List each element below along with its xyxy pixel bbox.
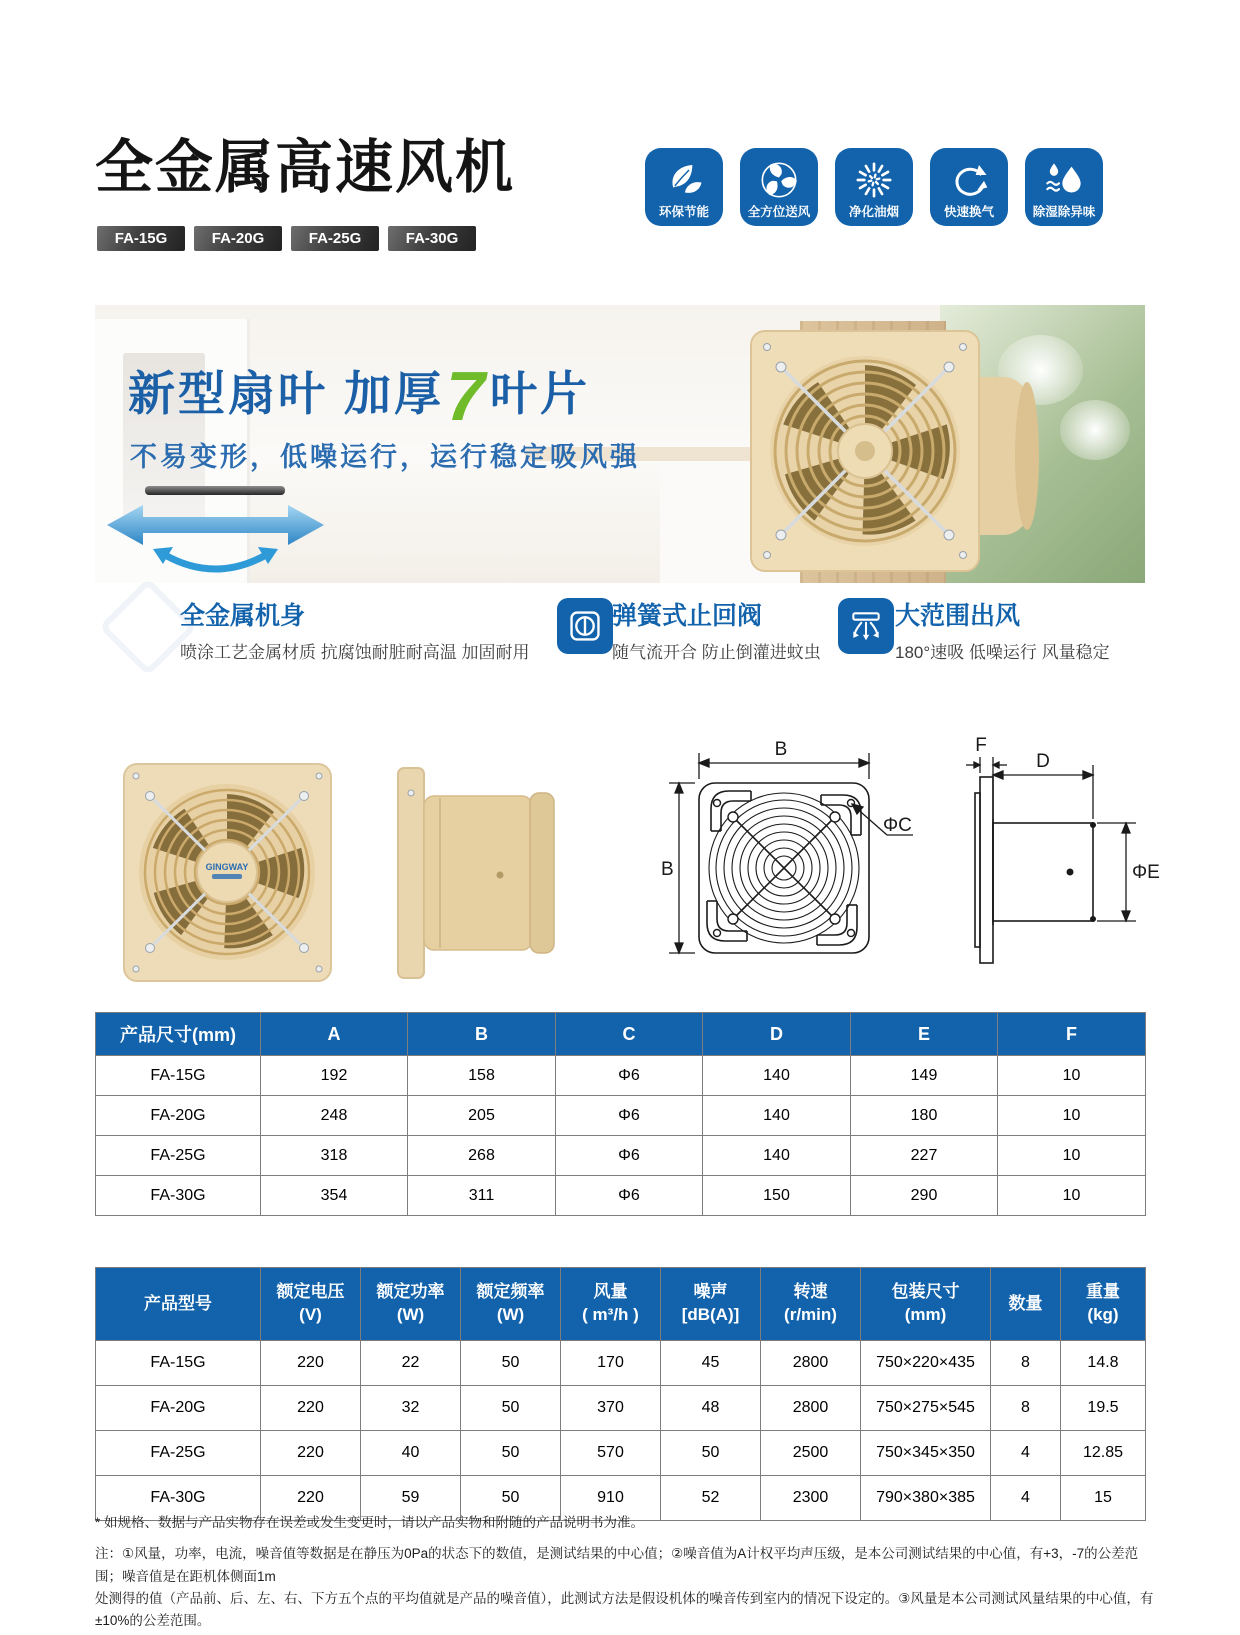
value-cell: 570 — [561, 1431, 661, 1476]
table-row — [96, 1431, 1146, 1476]
value-cell: 48 — [661, 1386, 761, 1431]
feature-check-valve — [612, 596, 821, 663]
hero-subheadline: 不易变形，低噪运行，运行稳定吸风强 — [130, 442, 640, 472]
value-cell: 750×275×545 — [861, 1386, 991, 1431]
value-cell: 149 — [851, 1056, 998, 1096]
column-header: C — [556, 1013, 703, 1056]
benefit-icon-row — [645, 148, 1103, 226]
model-badge: FA-25G — [291, 226, 379, 251]
value-cell: 220 — [261, 1476, 361, 1521]
hero-headline — [128, 357, 590, 436]
model-cell: FA-20G — [96, 1096, 261, 1136]
dim-label-f: F — [975, 735, 987, 756]
dim-label-phi-c: ΦC — [883, 815, 912, 836]
column-header: 包装尺寸 (mm) — [861, 1268, 991, 1341]
model-cell: FA-25G — [96, 1431, 261, 1476]
spec-table — [95, 1267, 1146, 1521]
footnote: * 如规格、数据与产品实物存在误差或发生变更时，请以产品实物和附随的产品说明书为准。 — [95, 1515, 645, 1530]
footnote: 处测得的值（产品前、后、左、右、下方五个点的平均值就是产品的噪音值），此测试方法是假设机体的噪音传到室内的情况下设定的。③风量是本公司测试风量结果的中心值，有±10%的公差范围。 — [95, 1590, 1154, 1629]
water-drops-icon — [1044, 154, 1084, 202]
value-cell: 750×345×350 — [861, 1431, 991, 1476]
table-row — [96, 1136, 1146, 1176]
front-dimension-diagram — [655, 735, 920, 995]
value-cell: 205 — [408, 1096, 556, 1136]
table-row — [96, 1176, 1146, 1216]
value-cell: 50 — [461, 1476, 561, 1521]
benefit-ventilate — [930, 148, 1008, 226]
leaf-icon — [664, 154, 704, 202]
value-cell: 220 — [261, 1431, 361, 1476]
table-row — [96, 1096, 1146, 1136]
benefit-label: 快速换气 — [943, 205, 994, 219]
value-cell: 140 — [703, 1096, 851, 1136]
column-header: 重量 (kg) — [1061, 1268, 1146, 1341]
value-cell: 8 — [991, 1341, 1061, 1386]
column-header: B — [408, 1013, 556, 1056]
value-cell: 32 — [361, 1386, 461, 1431]
burst-icon — [854, 154, 894, 202]
column-header: 噪声 [dB(A)] — [661, 1268, 761, 1341]
feature-desc: 随气流开合 防止倒灌进蚊虫 — [612, 643, 821, 662]
value-cell: 50 — [461, 1386, 561, 1431]
benefit-eco — [645, 148, 723, 226]
value-cell: 180 — [851, 1096, 998, 1136]
benefit-purify — [835, 148, 913, 226]
benefit-label: 环保节能 — [658, 205, 709, 219]
value-cell: 10 — [998, 1136, 1146, 1176]
value-cell: 40 — [361, 1431, 461, 1476]
value-cell: 10 — [998, 1096, 1146, 1136]
value-cell: 19.5 — [1061, 1386, 1146, 1431]
value-cell: 318 — [261, 1136, 408, 1176]
benefit-label: 除湿除异味 — [1032, 205, 1096, 219]
column-header: 额定频率 (W) — [461, 1268, 561, 1341]
model-badges — [97, 226, 476, 251]
hero-headline-left: 新型扇叶 加厚 — [128, 367, 445, 420]
value-cell: 59 — [361, 1476, 461, 1521]
value-cell: 8 — [991, 1386, 1061, 1431]
feature-title: 全金属机身 — [180, 602, 306, 630]
value-cell: 2800 — [761, 1386, 861, 1431]
feature-title: 弹簧式止回阀 — [612, 602, 763, 630]
feature-wide-airflow — [895, 596, 1110, 663]
value-cell: Φ6 — [556, 1056, 703, 1096]
dim-label-b-left: B — [661, 859, 674, 880]
value-cell: 170 — [561, 1341, 661, 1386]
value-cell: 370 — [561, 1386, 661, 1431]
column-header: 产品尺寸(mm) — [96, 1013, 261, 1056]
product-side-photo — [380, 763, 565, 983]
feature-row — [95, 596, 1145, 662]
value-cell: 140 — [703, 1056, 851, 1096]
brand-logo-text: GINGWAY — [205, 862, 249, 872]
value-cell: 50 — [461, 1431, 561, 1476]
model-badge: FA-30G — [388, 226, 476, 251]
value-cell: 750×220×435 — [861, 1341, 991, 1386]
column-header: 风量 ( m³/h ) — [561, 1268, 661, 1341]
value-cell: 14.8 — [1061, 1341, 1146, 1386]
hero-banner — [95, 305, 1145, 583]
value-cell: Φ6 — [556, 1136, 703, 1176]
table-row — [96, 1341, 1146, 1386]
model-cell: FA-20G — [96, 1386, 261, 1431]
value-cell: 140 — [703, 1136, 851, 1176]
air-spread-icon — [838, 598, 894, 654]
value-cell: Φ6 — [556, 1096, 703, 1136]
value-cell: 45 — [661, 1341, 761, 1386]
column-header: 额定功率 (W) — [361, 1268, 461, 1341]
value-cell: 354 — [261, 1176, 408, 1216]
model-badge: FA-15G — [97, 226, 185, 251]
value-cell: 50 — [661, 1431, 761, 1476]
column-header: F — [998, 1013, 1146, 1056]
check-valve-icon — [557, 598, 613, 654]
column-header: 额定电压 (V) — [261, 1268, 361, 1341]
footnote: 注：①风量，功率，电流，噪音值等数据是在静压为0Pa的状态下的数值，是测试结果的中心值；②噪音值为A计权平均声压级，是本公司测试结果的中心值，有+3，-7的公差范围；噪音值是在距机体侧面1m — [95, 1546, 1139, 1584]
column-header: A — [261, 1013, 408, 1056]
value-cell: 4 — [991, 1476, 1061, 1521]
value-cell: Φ6 — [556, 1176, 703, 1216]
dim-label-d: D — [1036, 751, 1050, 772]
value-cell: 4 — [991, 1431, 1061, 1476]
dim-label-b-top: B — [774, 739, 788, 760]
spec-table-header-row — [96, 1268, 1146, 1341]
cycle-arrows-icon — [949, 154, 989, 202]
feature-metal-body — [180, 596, 529, 663]
feature-desc: 喷涂工艺金属材质 抗腐蚀耐脏耐高温 加固耐用 — [180, 643, 530, 662]
value-cell: 2500 — [761, 1431, 861, 1476]
oscillation-arrow-graphic — [103, 483, 328, 581]
dimension-table-header-row — [96, 1013, 1146, 1056]
value-cell: 50 — [461, 1341, 561, 1386]
table-row — [96, 1386, 1146, 1431]
value-cell: 22 — [361, 1341, 461, 1386]
side-dimension-diagram — [940, 735, 1160, 995]
value-cell: 910 — [561, 1476, 661, 1521]
hero-headline-right: 叶片 — [490, 367, 590, 420]
value-cell: 790×380×385 — [861, 1476, 991, 1521]
value-cell: 220 — [261, 1386, 361, 1431]
column-header: E — [851, 1013, 998, 1056]
dimension-table — [95, 1012, 1146, 1216]
benefit-label: 净化油烟 — [848, 205, 899, 219]
value-cell: 150 — [703, 1176, 851, 1216]
column-header: 数量 — [991, 1268, 1061, 1341]
value-cell: 268 — [408, 1136, 556, 1176]
value-cell: 12.85 — [1061, 1431, 1146, 1476]
product-front-photo — [120, 760, 335, 985]
model-cell: FA-25G — [96, 1136, 261, 1176]
value-cell: 311 — [408, 1176, 556, 1216]
value-cell: 248 — [261, 1096, 408, 1136]
footnotes — [95, 1512, 1160, 1632]
model-badge: FA-20G — [194, 226, 282, 251]
dim-label-phi-e: ΦE — [1132, 862, 1160, 883]
value-cell: 192 — [261, 1056, 408, 1096]
hero-fan-image — [743, 325, 1053, 583]
value-cell: 227 — [851, 1136, 998, 1176]
hero-headline-number: 7 — [446, 357, 488, 436]
table-row — [96, 1056, 1146, 1096]
fan-blades-icon — [759, 154, 799, 202]
value-cell: 10 — [998, 1056, 1146, 1096]
value-cell: 2800 — [761, 1341, 861, 1386]
value-cell: 15 — [1061, 1476, 1146, 1521]
feature-title: 大范围出风 — [895, 602, 1021, 630]
model-cell: FA-15G — [96, 1056, 261, 1096]
column-header: D — [703, 1013, 851, 1056]
page-title: 全金属高速风机 — [95, 135, 516, 200]
model-cell: FA-15G — [96, 1341, 261, 1386]
benefit-airflow — [740, 148, 818, 226]
benefit-label: 全方位送风 — [747, 205, 811, 219]
value-cell: 10 — [998, 1176, 1146, 1216]
value-cell: 158 — [408, 1056, 556, 1096]
model-cell: FA-30G — [96, 1176, 261, 1216]
value-cell: 290 — [851, 1176, 998, 1216]
column-header: 转速 (r/min) — [761, 1268, 861, 1341]
value-cell: 2300 — [761, 1476, 861, 1521]
value-cell: 220 — [261, 1341, 361, 1386]
feature-desc: 180°速吸 低噪运行 风量稳定 — [895, 643, 1110, 662]
value-cell: 52 — [661, 1476, 761, 1521]
model-cell: FA-30G — [96, 1476, 261, 1521]
column-header: 产品型号 — [96, 1268, 261, 1341]
benefit-dehumidify — [1025, 148, 1103, 226]
media-row — [0, 735, 1240, 1000]
